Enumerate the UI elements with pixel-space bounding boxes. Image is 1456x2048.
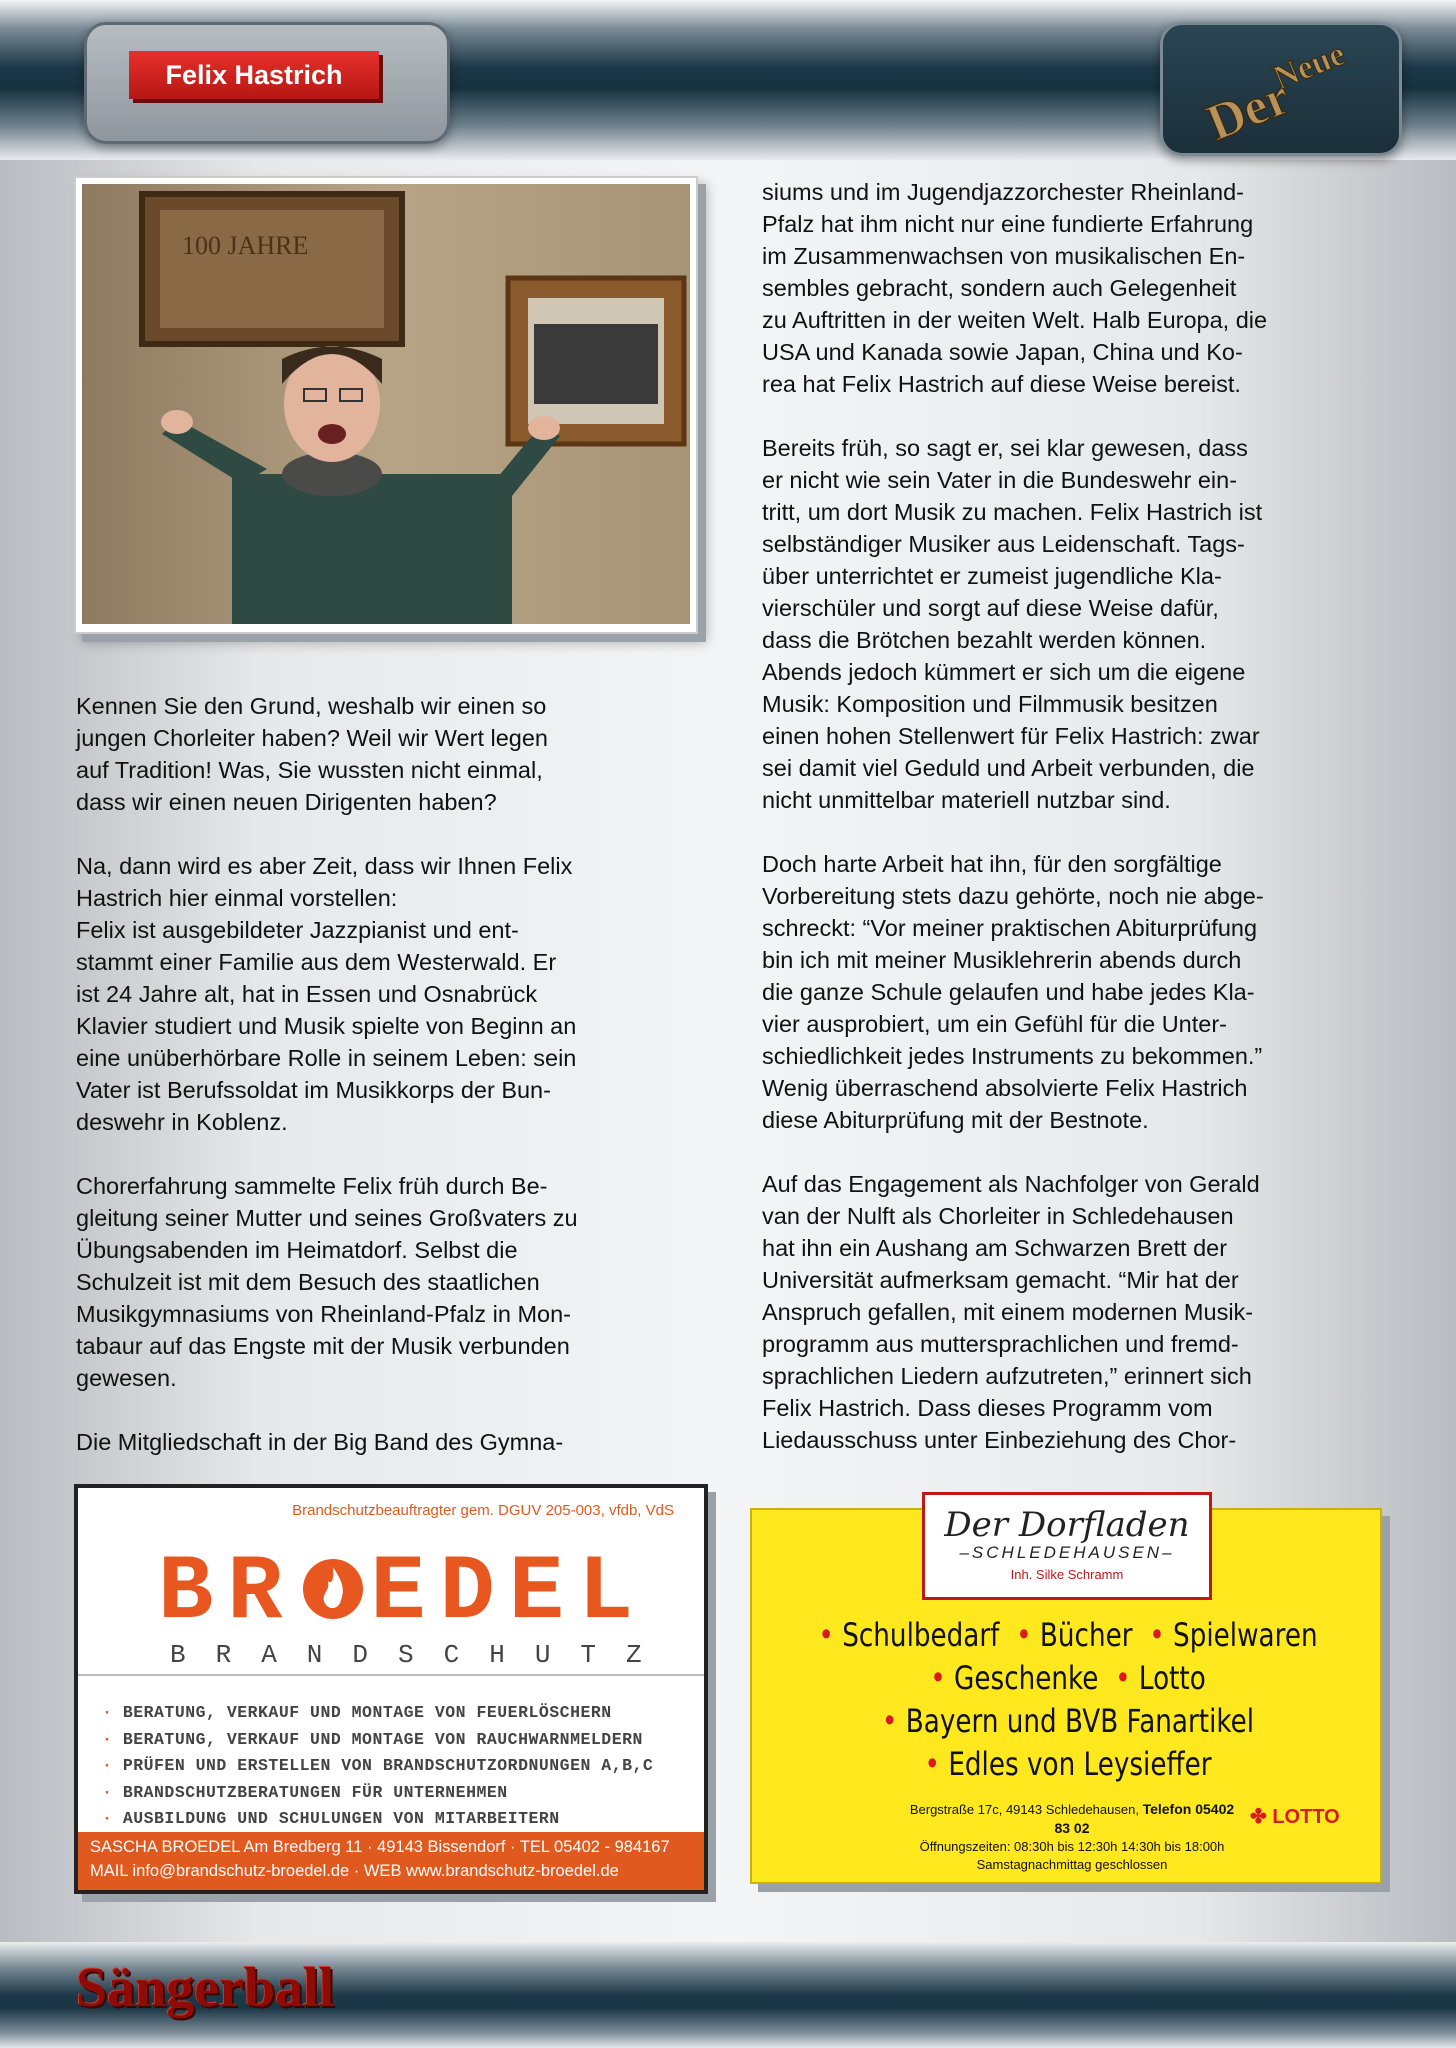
article-paragraph: Kennen Sie den Grund, weshalb wir einen so jungen Chorleiter haben? Weil wir Wert legen auf Tradition! Was, Sie wussten nicht einmal, dass wir einen neuen Dirigenten haben? [76, 693, 548, 815]
dorfladen-saturday: Samstagnachmittag geschlossen [976, 1857, 1168, 1872]
article-paragraph: Die Mitgliedschaft in der Big Band des Gymna- [76, 1429, 564, 1455]
service-item: · BERATUNG, VERKAUF UND MONTAGE VON RAUCHWARNMELDERN [102, 1727, 653, 1754]
conductor-photo [74, 176, 698, 634]
service-item: · AUSBILDUNG UND SCHULUNGEN VON MITARBEITERN [102, 1806, 653, 1833]
offer-line: • Schulbedarf • Bücher • Spielwaren [818, 1616, 1318, 1654]
offer-item: Bayern und BVB Fanartikel [905, 1702, 1255, 1740]
offer-item: Schulbedarf [842, 1616, 1000, 1654]
lotto-logo [1250, 1804, 1340, 1829]
article-paragraph: Bereits früh, so sagt er, sei klar gewesen, dass er nicht wie sein Vater in die Bundeswehr ein- tritt, um dort Musik zu machen. Felix Hastrich ist selbständiger Musiker aus Leidenschaft. Tags- über unterrichtet er zumeist jugendliche Kla- vierschüler und sorgt auf diese Weise dafür, dass die Brötchen bezahlt werden können. Abends jedoch kümmert er sich um die eigene Musik: Komposition und Filmmusik besitzen einen hohen Stellenwert für Felix Hastrich: zwar sei damit viel Geduld und Arbeit verbunden, die nicht unmittelbar materiell nutzbar sind. [762, 435, 1263, 813]
broedel-subtitle: BRANDSCHUTZ [170, 1640, 672, 1670]
offer-item: Spielwaren [1173, 1616, 1318, 1654]
flame-icon [302, 1551, 364, 1623]
dorfladen-address: Bergstraße 17c, 49143 Schledehausen, [909, 1802, 1139, 1817]
service-item: · BERATUNG, VERKAUF UND MONTAGE VON FEUERLÖSCHERN [102, 1700, 653, 1727]
broedel-contact-line: SASCHA BROEDEL Am Bredberg 11 · 49143 Bissendorf · TEL 05402 - 984167 [90, 1838, 670, 1856]
article-column-right [762, 176, 1392, 1488]
broedel-header [78, 1488, 704, 1674]
dorfladen-name: Der Dorfladen [944, 1505, 1190, 1545]
article-paragraph: Na, dann wird es aber Zeit, dass wir Ihnen Felix Hastrich hier einmal vorstellen: Felix ist ausgebildeter Jazzpianist und ent- stammt einer Familie aus dem Westerwald. Er ist 24 Jahre alt, hat in Essen und Osnabrück Klavier studiert und Musik spielte von Beginn an eine unüberhörbare Rolle in seinem Leben: sein Vater ist Berufssoldat im Musikkorps der Bun- deswehr in Koblenz. [76, 853, 577, 1135]
dorfladen-advertisement[interactable] [750, 1505, 1382, 1884]
article-paragraph: Doch harte Arbeit hat ihn, für den sorgfältige Vorbereitung stets dazu gehörte, noch nie abge- schreckt: “Vor meiner praktischen Abiturprüfung bin ich mit meiner Musiklehrerin abends durch die ganze Schule gelaufen und habe jedes Kla- vier ausprobiert, um ein Gefühl für die Unter- schiedlichkeit jedes Instruments zu bekommen.” Wenig überraschend absolvierte Felix Hastrich diese Abiturprüfung mit der Bestnote. [762, 851, 1264, 1133]
der-neue-logo [1160, 22, 1402, 156]
lotto-text: LOTTO [1272, 1806, 1340, 1828]
name-label: Felix Hastrich [129, 51, 379, 99]
offer-item: Geschenke [954, 1659, 1099, 1697]
dorfladen-logo [922, 1492, 1212, 1600]
broedel-logo [158, 1540, 647, 1645]
offer-item: Bücher [1039, 1616, 1133, 1654]
broedel-contact-links[interactable]: MAIL info@brandschutz-broedel.de · WEB www.brandschutz-broedel.de [90, 1862, 619, 1880]
offer-line: • Bayern und BVB Fanartikel [881, 1702, 1255, 1740]
broedel-services [102, 1700, 653, 1833]
broedel-contact-bar [78, 1832, 704, 1890]
offer-line: • Edles von Leysieffer [924, 1745, 1212, 1783]
broedel-advertisement[interactable] [74, 1484, 708, 1894]
broedel-logo-left: BR [158, 1540, 297, 1645]
plaque-text: 100 JAHRE [182, 231, 309, 260]
dorfladen-location: –SCHLEDEHAUSEN– [959, 1543, 1175, 1562]
dorfladen-offer-list [752, 1614, 1384, 1786]
dorfladen-hours: Öffnungszeiten: 08:30h bis 12:30h 14:30h bis 18:00h [919, 1839, 1225, 1854]
clover-icon: ✤ [1250, 1806, 1267, 1828]
logo-word-neue: Neue [1268, 35, 1351, 98]
footer-title: Sängerball [76, 1957, 335, 2019]
divider [78, 1674, 704, 1676]
name-plate [84, 22, 450, 144]
article-paragraph: Chorerfahrung sammelte Felix früh durch Be- gleitung seiner Mutter und seines Großvaters zu Übungsabenden im Heimatdorf. Selbst die Schulzeit ist mit dem Besuch des staatlichen Musikgymnasiums von Rheinland-Pfalz in Mon- tabaur auf das Engste mit der Musik verbunden gewesen. [76, 1173, 578, 1391]
logo-graphic [1163, 25, 1399, 153]
broedel-logo-right: EDEL [370, 1540, 648, 1645]
service-item: · BRANDSCHUTZBERATUNGEN FÜR UNTERNEHMEN [102, 1780, 653, 1807]
dorfladen-owner: Inh. Silke Schramm [1010, 1567, 1124, 1582]
article-paragraph: siums und im Jugendjazzorchester Rheinland- Pfalz hat ihm nicht nur eine fundierte Erfahrung im Zusammenwachsen von musikalischen En- sembles gebracht, sondern auch Gelegenheit zu Auftritten in der weiten Welt. Halb Europa, die USA und Kanada sowie Japan, China und Ko- rea hat Felix Hastrich auf diese Weise bereist. [762, 179, 1268, 397]
article-column-left [76, 690, 706, 1490]
dorfladen-contact-info [902, 1800, 1242, 1874]
service-item: · PRÜFEN UND ERSTELLEN VON BRANDSCHUTZORDNUNGEN A,B,C [102, 1753, 653, 1780]
article-paragraph: Auf das Engagement als Nachfolger von Gerald van der Nulft als Chorleiter in Schledehausen hat ihn ein Aushang am Schwarzen Brett der Universität aufmerksam gemacht. “Mir hat der Anspruch gefallen, mit einem modernen Musik- programm aus muttersprachlichen und fremd- sprachlichen Liedern aufzutreten,” erinnert sich Felix Hastrich. Dass dieses Programm vom Liedausschuss unter Einbeziehung des Chor- [762, 1171, 1260, 1453]
offer-item: Lotto [1138, 1659, 1206, 1697]
logo-word-der: Der [1198, 68, 1298, 153]
photo-image [82, 184, 690, 624]
offer-item: Edles von Leysieffer [948, 1745, 1212, 1783]
broedel-tagline: Brandschutzbeauftragter gem. DGUV 205-003, vfdb, VdS [292, 1502, 674, 1519]
offer-line: • Geschenke • Lotto [930, 1659, 1206, 1697]
dorfladen-phone: Telefon 05402 83 02 [1054, 1801, 1235, 1836]
dorfladen-address-line [902, 1800, 1242, 1838]
